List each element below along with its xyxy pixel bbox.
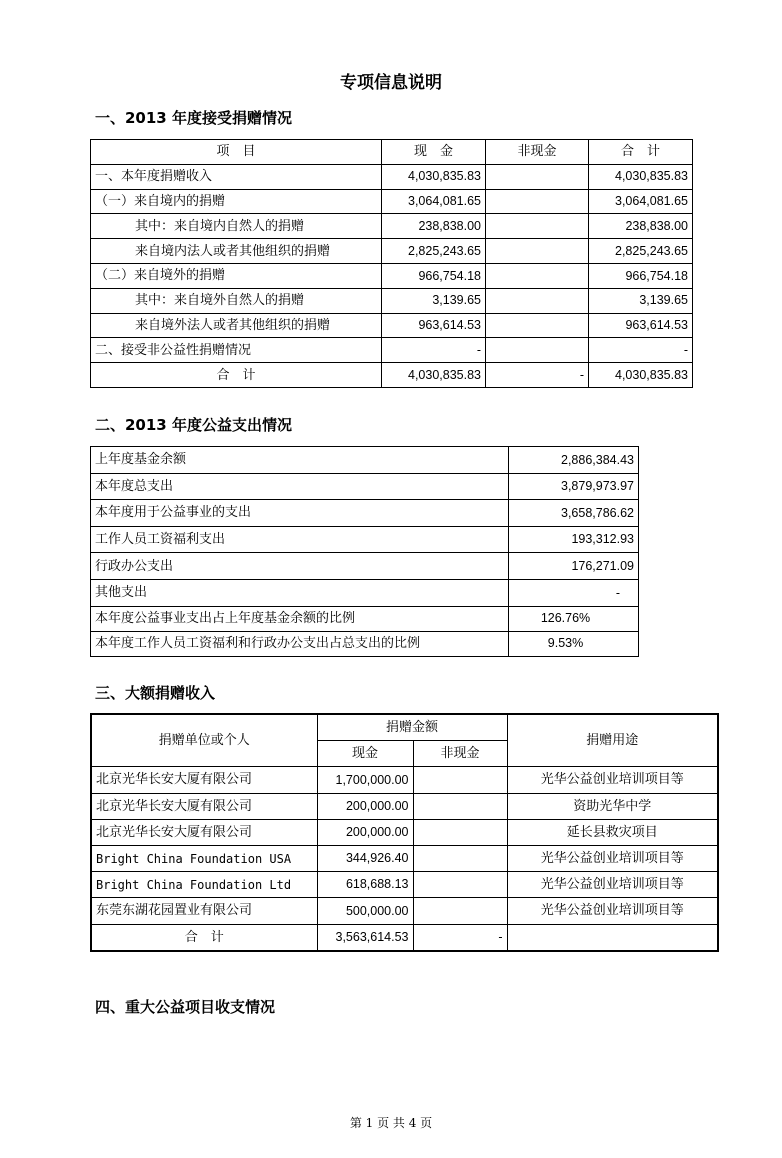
row-noncash	[486, 288, 589, 313]
header-noncash: 非现金	[486, 140, 589, 165]
row-label: 上年度基金余额	[91, 447, 509, 474]
row-total: 966,754.18	[589, 263, 693, 288]
table-total-row	[91, 363, 693, 388]
row-item: 一、本年度捐赠收入	[91, 164, 382, 189]
table-row	[91, 239, 693, 264]
row-purpose: 延长县救灾项目	[507, 819, 718, 845]
row-value: -	[509, 579, 639, 606]
row-cash: 618,688.13	[317, 872, 413, 898]
table-row	[91, 447, 639, 474]
table-row	[91, 189, 693, 214]
table-row	[91, 631, 639, 656]
row-noncash	[486, 214, 589, 239]
table-row	[91, 338, 693, 363]
row-purpose: 资助光华中学	[507, 793, 718, 819]
row-item: 其中：来自境内自然人的捐赠	[91, 214, 382, 239]
row-donor: 东莞东湖花园置业有限公司	[91, 898, 317, 924]
table-row	[91, 288, 693, 313]
header-item: 项 目	[91, 140, 382, 165]
row-item: 来自境外法人或者其他组织的捐赠	[91, 313, 382, 338]
row-purpose: 光华公益创业培训项目等	[507, 845, 718, 871]
page-footer: 第 1 页 共 4 页	[349, 1116, 433, 1130]
header-cash: 现金	[317, 741, 413, 767]
row-cash: 963,614.53	[382, 313, 486, 338]
row-total: 2,825,243.65	[589, 239, 693, 264]
row-purpose: 光华公益创业培训项目等	[507, 898, 718, 924]
row-cash: 2,825,243.65	[382, 239, 486, 264]
row-item: （一）来自境内的捐赠	[91, 189, 382, 214]
row-noncash	[486, 189, 589, 214]
row-noncash	[486, 338, 589, 363]
section2-title: 二、2013 年度公益支出情况	[95, 416, 292, 434]
row-label: 行政办公支出	[91, 553, 509, 580]
row-cash: -	[382, 338, 486, 363]
section1-title: 一、2013 年度接受捐赠情况	[95, 109, 292, 127]
row-value: 126.76%	[509, 606, 639, 631]
table-total-row	[91, 924, 718, 951]
row-label: 其他支出	[91, 579, 509, 606]
header-purpose: 捐赠用途	[507, 714, 718, 767]
row-donor: Bright China Foundation Ltd	[91, 872, 317, 898]
total-purpose	[507, 924, 718, 951]
total-label: 合 计	[91, 924, 317, 951]
row-noncash	[486, 239, 589, 264]
table-row	[91, 793, 718, 819]
row-cash: 966,754.18	[382, 263, 486, 288]
row-donor: 北京光华长安大厦有限公司	[91, 819, 317, 845]
row-total: 238,838.00	[589, 214, 693, 239]
row-total: 4,030,835.83	[589, 164, 693, 189]
row-noncash	[413, 845, 507, 871]
row-noncash	[413, 767, 507, 793]
row-total: -	[589, 338, 693, 363]
table-row	[91, 553, 639, 580]
header-total: 合 计	[589, 140, 693, 165]
large-donations-table	[90, 713, 719, 952]
section4-title: 四、重大公益项目收支情况	[95, 998, 276, 1016]
table-row	[91, 898, 718, 924]
total-noncash: -	[413, 924, 507, 951]
row-cash: 344,926.40	[317, 845, 413, 871]
row-item: 二、接受非公益性捐赠情况	[91, 338, 382, 363]
table-row	[91, 500, 639, 527]
row-total: 4,030,835.83	[589, 363, 693, 388]
row-donor: 北京光华长安大厦有限公司	[91, 793, 317, 819]
row-noncash	[413, 898, 507, 924]
row-item: 其中：来自境外自然人的捐赠	[91, 288, 382, 313]
header-amount: 捐赠金额	[317, 714, 507, 741]
row-total: 963,614.53	[589, 313, 693, 338]
table-row	[91, 579, 639, 606]
row-label: 工作人员工资福利支出	[91, 526, 509, 553]
table-row	[91, 473, 639, 500]
row-item: （二）来自境外的捐赠	[91, 263, 382, 288]
table-header-row	[91, 714, 718, 741]
table-row	[91, 845, 718, 871]
row-noncash	[486, 164, 589, 189]
row-value: 176,271.09	[509, 553, 639, 580]
table-row	[91, 819, 718, 845]
row-purpose: 光华公益创业培训项目等	[507, 872, 718, 898]
page-title: 专项信息说明	[340, 73, 442, 93]
row-noncash: -	[486, 363, 589, 388]
row-cash: 500,000.00	[317, 898, 413, 924]
header-cash: 现 金	[382, 140, 486, 165]
row-cash: 4,030,835.83	[382, 164, 486, 189]
row-total: 3,064,081.65	[589, 189, 693, 214]
table-row	[91, 164, 693, 189]
row-cash: 1,700,000.00	[317, 767, 413, 793]
row-value: 9.53%	[509, 631, 639, 656]
row-cash: 200,000.00	[317, 819, 413, 845]
row-label: 本年度工作人员工资福利和行政办公支出占总支出的比例	[91, 631, 509, 656]
row-cash: 200,000.00	[317, 793, 413, 819]
table-row	[91, 263, 693, 288]
row-cash: 238,838.00	[382, 214, 486, 239]
row-label: 本年度用于公益事业的支出	[91, 500, 509, 527]
table-row	[91, 526, 639, 553]
row-cash: 4,030,835.83	[382, 363, 486, 388]
row-cash: 3,064,081.65	[382, 189, 486, 214]
row-label: 本年度公益事业支出占上年度基金余额的比例	[91, 606, 509, 631]
row-noncash	[486, 313, 589, 338]
row-noncash	[413, 793, 507, 819]
row-value: 3,879,973.97	[509, 473, 639, 500]
row-noncash	[413, 872, 507, 898]
section3-title: 三、大额捐赠收入	[95, 684, 216, 702]
row-value: 2,886,384.43	[509, 447, 639, 474]
row-total: 3,139.65	[589, 288, 693, 313]
table-row	[91, 606, 639, 631]
row-noncash	[486, 263, 589, 288]
table-header-row	[91, 140, 693, 165]
expenditure-table	[90, 446, 639, 657]
row-value: 3,658,786.62	[509, 500, 639, 527]
row-cash: 3,139.65	[382, 288, 486, 313]
table-row	[91, 313, 693, 338]
total-cash: 3,563,614.53	[317, 924, 413, 951]
table-row	[91, 214, 693, 239]
row-label: 本年度总支出	[91, 473, 509, 500]
row-item: 合 计	[91, 363, 382, 388]
table-row	[91, 767, 718, 793]
donation-receipt-table	[90, 139, 693, 388]
row-donor: 北京光华长安大厦有限公司	[91, 767, 317, 793]
row-item: 来自境内法人或者其他组织的捐赠	[91, 239, 382, 264]
row-purpose: 光华公益创业培训项目等	[507, 767, 718, 793]
row-value: 193,312.93	[509, 526, 639, 553]
row-noncash	[413, 819, 507, 845]
table-row	[91, 872, 718, 898]
header-noncash: 非现金	[413, 741, 507, 767]
header-donor: 捐赠单位或个人	[91, 714, 317, 767]
row-donor: Bright China Foundation USA	[91, 845, 317, 871]
